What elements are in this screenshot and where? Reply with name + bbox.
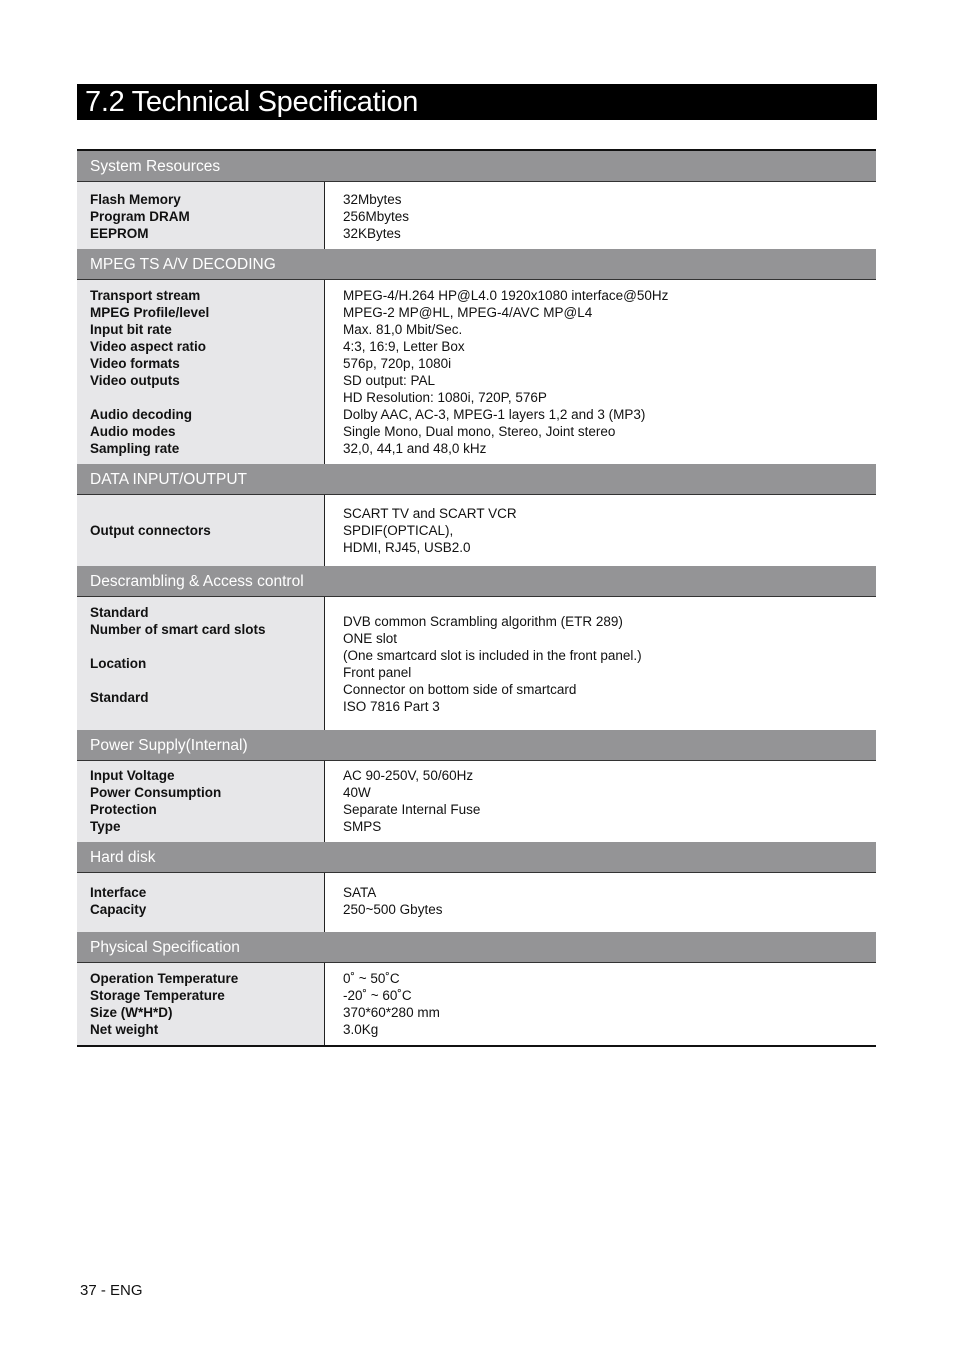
spec-value: SPDIF(OPTICAL), [343, 523, 454, 538]
section-header-descrambling: Descrambling & Access control [77, 566, 876, 597]
spec-label: Input Voltage [90, 768, 175, 783]
spec-label: Program DRAM [90, 209, 190, 224]
spec-value: (One smartcard slot is included in the front panel.) [343, 648, 642, 663]
spec-values [325, 182, 876, 249]
spec-value: 32,0, 44,1 and 48,0 kHz [343, 441, 487, 456]
spec-value: ISO 7816 Part 3 [343, 699, 440, 714]
spec-label: Net weight [90, 1022, 159, 1037]
spec-value: MPEG-2 MP@HL, MPEG-4/AVC MP@L4 [343, 305, 593, 320]
spec-label: Type [90, 819, 121, 834]
spec-label: Protection [90, 802, 157, 817]
section-body-mpeg-decoding [77, 280, 876, 464]
spec-label: Operation Temperature [90, 971, 239, 986]
spec-label: Sampling rate [90, 441, 180, 456]
spec-value: AC 90-250V, 50/60Hz [343, 768, 474, 783]
spec-labels [77, 963, 325, 1045]
spec-value: 370*60*280 mm [343, 1005, 440, 1020]
spec-label: Storage Temperature [90, 988, 225, 1003]
page-title: 7.2 Technical Specification [77, 84, 877, 120]
section-body-physical-spec [77, 963, 876, 1045]
spec-label: Size (W*H*D) [90, 1005, 173, 1020]
spec-label: Audio decoding [90, 407, 192, 422]
spec-value: HDMI, RJ45, USB2.0 [343, 540, 471, 555]
page-number: 37 - ENG [80, 1282, 143, 1299]
spec-label: Standard [90, 605, 149, 620]
spec-labels [77, 873, 325, 932]
spec-value: 0˚ ~ 50˚C [343, 971, 400, 986]
spec-label: Output connectors [90, 523, 211, 538]
spec-value: Single Mono, Dual mono, Stereo, Joint stereo [343, 424, 616, 439]
spec-values [325, 963, 876, 1045]
spec-label [90, 389, 324, 406]
spec-values [325, 761, 876, 842]
section-body-hard-disk [77, 873, 876, 932]
spec-labels [77, 495, 325, 566]
section-body-system-resources [77, 182, 876, 249]
spec-label: Transport stream [90, 288, 201, 303]
spec-label [90, 638, 324, 655]
spec-label: Standard [90, 690, 149, 705]
spec-label [90, 672, 324, 689]
section-body-descrambling [77, 597, 876, 730]
section-header-data-io: DATA INPUT/OUTPUT [77, 464, 876, 495]
spec-table [77, 149, 876, 1047]
section-header-system-resources: System Resources [77, 151, 876, 182]
spec-labels [77, 280, 325, 464]
section-header-physical-spec: Physical Specification [77, 932, 876, 963]
spec-label: Interface [90, 885, 147, 900]
spec-values [325, 597, 876, 730]
spec-value: SATA [343, 885, 377, 900]
spec-label: Video formats [90, 356, 180, 371]
spec-value: Max. 81,0 Mbit/Sec. [343, 322, 463, 337]
spec-value: DVB common Scrambling algorithm (ETR 289) [343, 614, 623, 629]
spec-value: 3.0Kg [343, 1022, 379, 1037]
spec-value: Separate Internal Fuse [343, 802, 481, 817]
spec-label: Capacity [90, 902, 147, 917]
section-body-power-supply [77, 761, 876, 842]
spec-label: Location [90, 656, 147, 671]
spec-label: Number of smart card slots [90, 622, 266, 637]
spec-value: 32Mbytes [343, 192, 402, 207]
spec-labels [77, 597, 325, 730]
spec-value: -20˚ ~ 60˚C [343, 988, 412, 1003]
spec-value: Dolby AAC, AC-3, MPEG-1 layers 1,2 and 3 (MP3) [343, 407, 646, 422]
spec-values [325, 280, 876, 464]
spec-label: Video aspect ratio [90, 339, 207, 354]
section-body-data-io [77, 495, 876, 566]
spec-value: 256Mbytes [343, 209, 410, 224]
spec-label: Input bit rate [90, 322, 172, 337]
spec-values [325, 495, 876, 566]
spec-value: SD output: PAL [343, 373, 436, 388]
spec-label: Video outputs [90, 373, 180, 388]
spec-value: ONE slot [343, 631, 398, 646]
spec-label: Power Consumption [90, 785, 222, 800]
spec-label: Flash Memory [90, 192, 181, 207]
spec-value: MPEG-4/H.264 HP@L4.0 1920x1080 interface@50Hz [343, 288, 669, 303]
spec-label: EEPROM [90, 226, 149, 241]
spec-labels [77, 182, 325, 249]
spec-label: MPEG Profile/level [90, 305, 210, 320]
spec-value: 4:3, 16:9, Letter Box [343, 339, 465, 354]
spec-labels [77, 761, 325, 842]
spec-value: 576p, 720p, 1080i [343, 356, 452, 371]
spec-value: 40W [343, 785, 371, 800]
spec-value: 32KBytes [343, 226, 401, 241]
spec-value: Connector on bottom side of smartcard [343, 682, 577, 697]
section-header-mpeg-decoding: MPEG TS A/V DECODING [77, 249, 876, 280]
spec-value: Front panel [343, 665, 412, 680]
spec-value: 250~500 Gbytes [343, 902, 443, 917]
section-header-power-supply: Power Supply(Internal) [77, 730, 876, 761]
spec-value: SMPS [343, 819, 382, 834]
spec-label: Audio modes [90, 424, 176, 439]
spec-values [325, 873, 876, 932]
section-header-hard-disk: Hard disk [77, 842, 876, 873]
spec-value: SCART TV and SCART VCR [343, 506, 517, 521]
spec-value: HD Resolution: 1080i, 720P, 576P [343, 390, 547, 405]
